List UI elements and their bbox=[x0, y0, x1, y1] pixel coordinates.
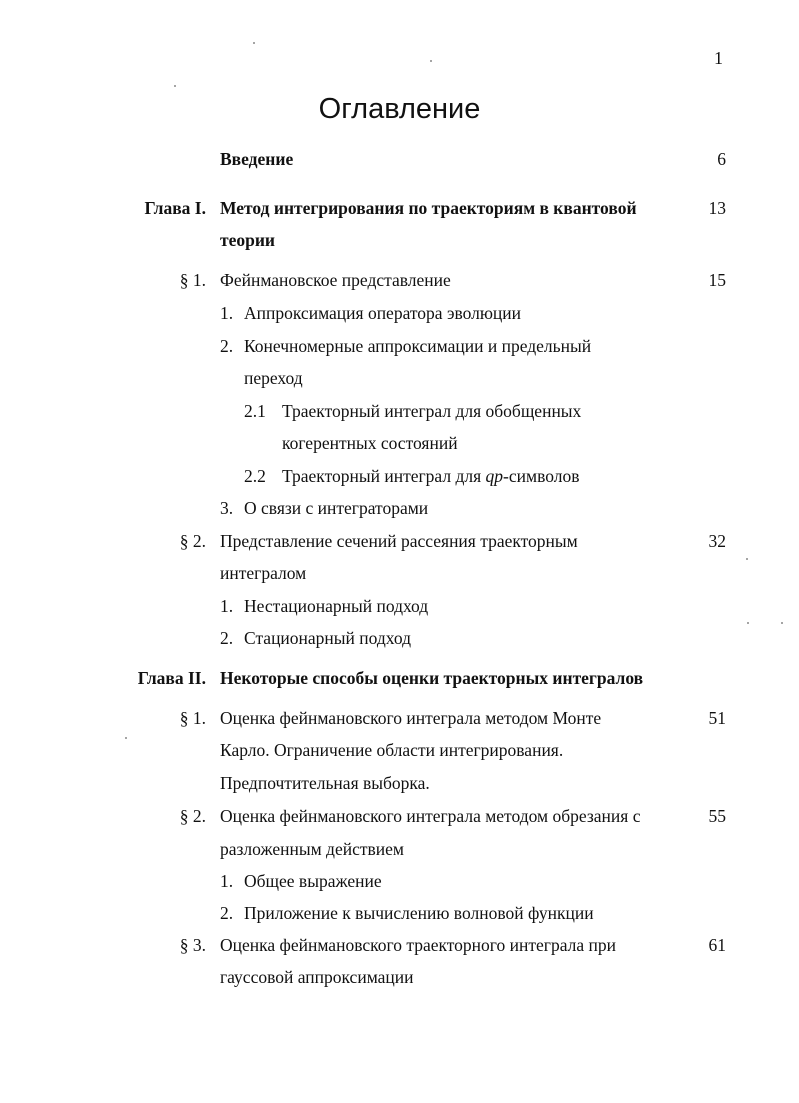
ch1-s1-sub22-title-end: -символов bbox=[503, 466, 580, 486]
scan-speck bbox=[253, 42, 255, 44]
ch2-s2-sub1-num: 1. bbox=[220, 871, 234, 891]
ch1-s1-sub22-num: 2.2 bbox=[244, 466, 266, 486]
ch1-s2-sub1-num: 1. bbox=[220, 596, 234, 616]
intro-page: 6 bbox=[717, 149, 726, 169]
ch1-s1-label: § 1. bbox=[179, 270, 206, 290]
chapter-1-title-line-2: теории bbox=[220, 230, 276, 250]
ch2-s3-title-line-2: гауссовой аппроксимации bbox=[220, 967, 414, 987]
ch2-s2-title-line-1: Оценка фейнмановского интеграла методом обрезания с bbox=[220, 806, 641, 826]
ch2-s1-label: § 1. bbox=[179, 708, 206, 728]
chapter-2-label: Глава II. bbox=[137, 668, 206, 688]
ch1-s1-sub22-title-start: Траекторный интеграл для bbox=[282, 466, 486, 486]
page-title: Оглавление bbox=[318, 93, 481, 126]
scan-speck bbox=[125, 737, 127, 739]
scan-speck bbox=[430, 60, 432, 62]
ch2-s3-label: § 3. bbox=[179, 935, 206, 955]
ch2-s2-sub2-num: 2. bbox=[220, 903, 234, 923]
ch1-s1-sub21-title-line-2: когерентных состояний bbox=[282, 433, 458, 453]
ch2-s2-page: 55 bbox=[708, 806, 726, 826]
ch1-s1-page: 15 bbox=[708, 270, 726, 290]
ch1-s2-sub2-title: Стационарный подход bbox=[244, 628, 412, 648]
scan-speck bbox=[174, 85, 176, 87]
scan-speck bbox=[747, 622, 749, 624]
intro-title: Введение bbox=[220, 149, 294, 169]
ch1-s1-sub3-title: О связи с интеграторами bbox=[244, 498, 429, 518]
ch1-s1-sub3-num: 3. bbox=[220, 498, 234, 518]
ch1-s1-sub2-num: 2. bbox=[220, 336, 234, 356]
ch1-s1-sub2-title-line-1: Конечномерные аппроксимации и предельный bbox=[244, 336, 592, 356]
ch1-s2-title-line-1: Представление сечений рассеяния траекторным bbox=[220, 531, 578, 551]
chapter-1-page: 13 bbox=[708, 198, 726, 218]
ch2-s2-sub1-title: Общее выражение bbox=[244, 871, 382, 891]
ch2-s1-title-line-2: Карло. Ограничение области интегрирования. bbox=[220, 740, 564, 760]
scan-speck bbox=[746, 558, 748, 560]
ch2-s3-page: 61 bbox=[708, 935, 726, 955]
ch1-s2-label: § 2. bbox=[179, 531, 206, 551]
ch1-s1-sub2-title-line-2: переход bbox=[244, 368, 303, 388]
chapter-2-title: Некоторые способы оценки траекторных интегралов bbox=[220, 668, 644, 688]
ch1-s2-page: 32 bbox=[708, 531, 726, 551]
ch2-s3-title-line-1: Оценка фейнмановского траекторного интеграла при bbox=[220, 935, 617, 955]
page-number: 1 bbox=[714, 48, 723, 68]
ch2-s2-label: § 2. bbox=[179, 806, 206, 826]
ch1-s2-sub2-num: 2. bbox=[220, 628, 234, 648]
ch1-s1-title: Фейнмановское представление bbox=[220, 270, 451, 290]
ch1-s1-sub1-title: Аппроксимация оператора эволюции bbox=[244, 303, 522, 323]
ch2-s1-page: 51 bbox=[708, 708, 726, 728]
ch2-s2-sub2-title: Приложение к вычислению волновой функции bbox=[244, 903, 594, 923]
ch2-s1-title-line-3: Предпочтительная выборка. bbox=[220, 773, 430, 793]
ch1-s2-sub1-title: Нестационарный подход bbox=[244, 596, 429, 616]
ch1-s1-sub1-num: 1. bbox=[220, 303, 234, 323]
scan-speck bbox=[781, 622, 783, 624]
ch1-s2-title-line-2: интегралом bbox=[220, 563, 307, 583]
ch1-s1-sub21-title-line-1: Траекторный интеграл для обобщенных bbox=[282, 401, 582, 421]
ch2-s2-title-line-2: разложенным действием bbox=[220, 839, 404, 859]
ch1-s1-sub22-title bbox=[282, 466, 579, 487]
chapter-1-label: Глава I. bbox=[144, 198, 206, 218]
ch1-s1-sub21-num: 2.1 bbox=[244, 401, 266, 421]
ch2-s1-title-line-1: Оценка фейнмановского интеграла методом Монте bbox=[220, 708, 602, 728]
ch1-s1-sub22-title-italic: qp bbox=[485, 466, 504, 486]
chapter-1-title-line-1: Метод интегрирования по траекториям в квантовой bbox=[220, 198, 637, 218]
